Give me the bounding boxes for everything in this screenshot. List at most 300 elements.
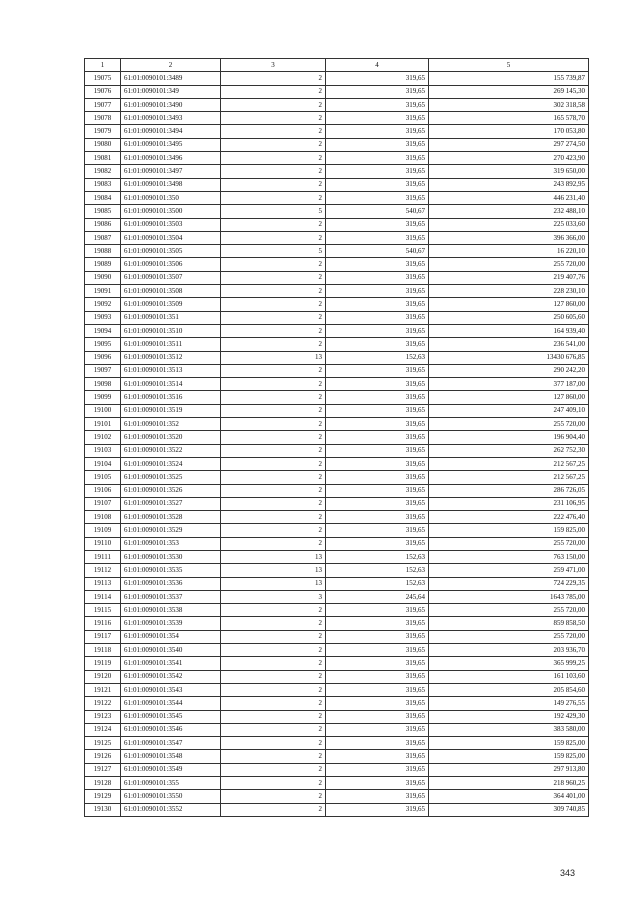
table-cell-col-1: 19112: [85, 564, 121, 577]
table-cell-col-1: 19113: [85, 577, 121, 590]
table-row: [85, 72, 589, 85]
table-cell-col-1: 19096: [85, 351, 121, 364]
table-cell-col-5: 270 423,90: [429, 152, 589, 165]
column-header-2: 2: [121, 59, 221, 72]
table-cell-col-1: 19088: [85, 245, 121, 258]
table-cell-col-4: 319,65: [326, 191, 429, 204]
table-cell-col-1: 19110: [85, 537, 121, 550]
table-row: [85, 803, 589, 816]
table-cell-col-2: 61:01:0090101:3544: [121, 697, 221, 710]
table-cell-col-4: 319,65: [326, 112, 429, 125]
table-cell-col-3: 2: [221, 298, 326, 311]
table-cell-col-2: 61:01:0090101:353: [121, 537, 221, 550]
table-cell-col-2: 61:01:0090101:3535: [121, 564, 221, 577]
table-cell-col-4: 319,65: [326, 218, 429, 231]
table-cell-col-4: 319,65: [326, 125, 429, 138]
table-cell-col-5: 255 720,00: [429, 418, 589, 431]
table-cell-col-3: 2: [221, 790, 326, 803]
table-cell-col-4: 319,65: [326, 790, 429, 803]
table-cell-col-4: 319,65: [326, 152, 429, 165]
table-cell-col-2: 61:01:0090101:3507: [121, 271, 221, 284]
table-cell-col-2: 61:01:0090101:3519: [121, 404, 221, 417]
table-cell-col-3: 2: [221, 723, 326, 736]
table-cell-col-2: 61:01:0090101:351: [121, 311, 221, 324]
table-cell-col-4: 319,65: [326, 391, 429, 404]
table-cell-col-3: 13: [221, 577, 326, 590]
table-cell-col-1: 19105: [85, 471, 121, 484]
table-row: [85, 670, 589, 683]
table-cell-col-1: 19083: [85, 178, 121, 191]
table-cell-col-4: 319,65: [326, 138, 429, 151]
table-cell-col-1: 19124: [85, 723, 121, 736]
table-cell-col-4: 319,65: [326, 298, 429, 311]
table-cell-col-3: 2: [221, 444, 326, 457]
table-row: [85, 351, 589, 364]
table-row: [85, 258, 589, 271]
table-cell-col-4: 319,65: [326, 537, 429, 550]
table-cell-col-4: 319,65: [326, 444, 429, 457]
table-cell-col-5: 269 145,30: [429, 85, 589, 98]
table-cell-col-3: 2: [221, 803, 326, 816]
table-row: [85, 178, 589, 191]
table-cell-col-2: 61:01:0090101:354: [121, 630, 221, 643]
table-cell-col-2: 61:01:0090101:3490: [121, 98, 221, 111]
table-cell-col-3: 2: [221, 418, 326, 431]
table-cell-col-5: 155 739,87: [429, 72, 589, 85]
table-cell-col-5: 247 409,10: [429, 404, 589, 417]
table-cell-col-5: 383 580,00: [429, 723, 589, 736]
table-row: [85, 391, 589, 404]
table-cell-col-3: 2: [221, 537, 326, 550]
table-cell-col-3: 3: [221, 590, 326, 603]
table-row: [85, 125, 589, 138]
table-cell-col-3: 2: [221, 72, 326, 85]
table-cell-col-5: 16 220,10: [429, 245, 589, 258]
table-cell-col-1: 19078: [85, 112, 121, 125]
table-cell-col-3: 2: [221, 750, 326, 763]
table-cell-col-1: 19120: [85, 670, 121, 683]
table-cell-col-2: 61:01:0090101:3514: [121, 378, 221, 391]
table-row: [85, 98, 589, 111]
table-cell-col-5: 255 720,00: [429, 630, 589, 643]
table-cell-col-5: 262 752,30: [429, 444, 589, 457]
table-cell-col-1: 19085: [85, 205, 121, 218]
table-row: [85, 444, 589, 457]
table-body: [85, 72, 589, 817]
table-cell-col-3: 2: [221, 484, 326, 497]
table-cell-col-5: 161 103,60: [429, 670, 589, 683]
table-cell-col-2: 61:01:0090101:349: [121, 85, 221, 98]
table-cell-col-3: 2: [221, 125, 326, 138]
table-row: [85, 457, 589, 470]
table-cell-col-2: 61:01:0090101:3498: [121, 178, 221, 191]
table-cell-col-5: 255 720,00: [429, 537, 589, 550]
table-row: [85, 404, 589, 417]
table-cell-col-1: 19086: [85, 218, 121, 231]
table-cell-col-4: 152,63: [326, 564, 429, 577]
table-cell-col-2: 61:01:0090101:3543: [121, 683, 221, 696]
table-cell-col-4: 319,65: [326, 457, 429, 470]
table-cell-col-2: 61:01:0090101:352: [121, 418, 221, 431]
table-cell-col-2: 61:01:0090101:3503: [121, 218, 221, 231]
table-cell-col-4: 319,65: [326, 710, 429, 723]
table-row: [85, 231, 589, 244]
table-cell-col-1: 19129: [85, 790, 121, 803]
table-cell-col-1: 19084: [85, 191, 121, 204]
table-cell-col-5: 203 936,70: [429, 644, 589, 657]
table-cell-col-1: 19082: [85, 165, 121, 178]
table-row: [85, 85, 589, 98]
table-cell-col-3: 2: [221, 391, 326, 404]
table-cell-col-3: 2: [221, 737, 326, 750]
table-cell-col-3: 2: [221, 112, 326, 125]
table-cell-col-3: 2: [221, 657, 326, 670]
table-cell-col-4: 319,65: [326, 511, 429, 524]
table-cell-col-4: 319,65: [326, 683, 429, 696]
table-cell-col-3: 2: [221, 231, 326, 244]
table-cell-col-2: 61:01:0090101:3508: [121, 285, 221, 298]
table-cell-col-5: 297 274,50: [429, 138, 589, 151]
table-row: [85, 697, 589, 710]
table-cell-col-1: 19075: [85, 72, 121, 85]
table-cell-col-4: 319,65: [326, 750, 429, 763]
table-row: [85, 378, 589, 391]
table-cell-col-5: 231 106,95: [429, 497, 589, 510]
table-row: [85, 590, 589, 603]
table-cell-col-1: 19102: [85, 431, 121, 444]
table-cell-col-4: 319,65: [326, 98, 429, 111]
table-cell-col-2: 61:01:0090101:3525: [121, 471, 221, 484]
table-cell-col-1: 19111: [85, 550, 121, 563]
table-row: [85, 617, 589, 630]
table-row: [85, 790, 589, 803]
table-cell-col-4: 319,65: [326, 777, 429, 790]
table-cell-col-5: 159 825,00: [429, 750, 589, 763]
table-cell-col-1: 19094: [85, 324, 121, 337]
table-cell-col-5: 205 854,60: [429, 683, 589, 696]
table-cell-col-1: 19117: [85, 630, 121, 643]
table-cell-col-1: 19099: [85, 391, 121, 404]
table-cell-col-1: 19092: [85, 298, 121, 311]
table-cell-col-4: 319,65: [326, 723, 429, 736]
table-cell-col-1: 19095: [85, 338, 121, 351]
table-cell-col-5: 159 825,00: [429, 524, 589, 537]
table-cell-col-5: 196 904,40: [429, 431, 589, 444]
table-cell-col-5: 243 892,95: [429, 178, 589, 191]
table-row: [85, 577, 589, 590]
table-cell-col-5: 309 740,85: [429, 803, 589, 816]
table-cell-col-3: 2: [221, 218, 326, 231]
table-cell-col-2: 61:01:0090101:3516: [121, 391, 221, 404]
table-cell-col-3: 2: [221, 271, 326, 284]
table-cell-col-1: 19130: [85, 803, 121, 816]
table-cell-col-3: 2: [221, 604, 326, 617]
table-cell-col-4: 319,65: [326, 418, 429, 431]
table-cell-col-5: 255 720,00: [429, 604, 589, 617]
table-row: [85, 165, 589, 178]
table-row: [85, 750, 589, 763]
table-row: [85, 630, 589, 643]
table-cell-col-5: 225 033,60: [429, 218, 589, 231]
table-cell-col-5: 218 960,25: [429, 777, 589, 790]
table-cell-col-4: 319,65: [326, 644, 429, 657]
table-cell-col-3: 2: [221, 258, 326, 271]
table-cell-col-5: 222 476,40: [429, 511, 589, 524]
table-cell-col-2: 61:01:0090101:3505: [121, 245, 221, 258]
table-cell-col-4: 540,67: [326, 205, 429, 218]
table-cell-col-3: 2: [221, 457, 326, 470]
table-cell-col-3: 2: [221, 497, 326, 510]
table-cell-col-2: 61:01:0090101:3509: [121, 298, 221, 311]
table-cell-col-1: 19128: [85, 777, 121, 790]
table-cell-col-3: 2: [221, 138, 326, 151]
column-header-4: 4: [326, 59, 429, 72]
table-cell-col-1: 19104: [85, 457, 121, 470]
table-cell-col-3: 2: [221, 644, 326, 657]
table-cell-col-4: 319,65: [326, 364, 429, 377]
table-cell-col-3: 2: [221, 777, 326, 790]
table-cell-col-1: 19100: [85, 404, 121, 417]
table-cell-col-2: 61:01:0090101:3512: [121, 351, 221, 364]
table-cell-col-3: 2: [221, 338, 326, 351]
table-header-row: [85, 59, 589, 72]
table-cell-col-1: 19123: [85, 710, 121, 723]
table-cell-col-3: 2: [221, 683, 326, 696]
table-row: [85, 245, 589, 258]
table-cell-col-2: 61:01:0090101:3500: [121, 205, 221, 218]
table-cell-col-4: 319,65: [326, 497, 429, 510]
table-cell-col-1: 19081: [85, 152, 121, 165]
table-row: [85, 537, 589, 550]
table-cell-col-4: 319,65: [326, 737, 429, 750]
table-cell-col-2: 61:01:0090101:3506: [121, 258, 221, 271]
table-cell-col-4: 319,65: [326, 285, 429, 298]
table-cell-col-1: 19097: [85, 364, 121, 377]
table-cell-col-1: 19107: [85, 497, 121, 510]
table-cell-col-5: 232 488,10: [429, 205, 589, 218]
table-cell-col-4: 319,65: [326, 617, 429, 630]
table-cell-col-1: 19126: [85, 750, 121, 763]
table-row: [85, 737, 589, 750]
table-cell-col-4: 319,65: [326, 657, 429, 670]
table-cell-col-3: 2: [221, 364, 326, 377]
table-cell-col-5: 365 999,25: [429, 657, 589, 670]
table-row: [85, 644, 589, 657]
table-cell-col-1: 19093: [85, 311, 121, 324]
table-row: [85, 710, 589, 723]
table-cell-col-2: 61:01:0090101:3495: [121, 138, 221, 151]
table-row: [85, 511, 589, 524]
table-cell-col-5: 192 429,30: [429, 710, 589, 723]
table-cell-col-4: 319,65: [326, 604, 429, 617]
table-cell-col-2: 61:01:0090101:3493: [121, 112, 221, 125]
table-cell-col-1: 19090: [85, 271, 121, 284]
table-row: [85, 285, 589, 298]
table-cell-col-1: 19122: [85, 697, 121, 710]
table-row: [85, 138, 589, 151]
table-row: [85, 205, 589, 218]
table-cell-col-2: 61:01:0090101:355: [121, 777, 221, 790]
table-cell-col-4: 540,67: [326, 245, 429, 258]
data-table: [84, 58, 589, 817]
table-cell-col-1: 19121: [85, 683, 121, 696]
table-cell-col-3: 2: [221, 285, 326, 298]
table-cell-col-4: 319,65: [326, 85, 429, 98]
table-cell-col-1: 19125: [85, 737, 121, 750]
table-cell-col-2: 61:01:0090101:3522: [121, 444, 221, 457]
table-cell-col-5: 319 650,00: [429, 165, 589, 178]
table-cell-col-2: 61:01:0090101:3542: [121, 670, 221, 683]
table-row: [85, 604, 589, 617]
table-cell-col-2: 61:01:0090101:350: [121, 191, 221, 204]
table-cell-col-2: 61:01:0090101:3529: [121, 524, 221, 537]
table-row: [85, 271, 589, 284]
table-cell-col-4: 319,65: [326, 763, 429, 776]
table-cell-col-4: 319,65: [326, 630, 429, 643]
table-row: [85, 298, 589, 311]
table-cell-col-5: 302 318,58: [429, 98, 589, 111]
table-cell-col-4: 319,65: [326, 378, 429, 391]
table-cell-col-1: 19098: [85, 378, 121, 391]
table-cell-col-2: 61:01:0090101:3550: [121, 790, 221, 803]
table-cell-col-1: 19079: [85, 125, 121, 138]
table-row: [85, 657, 589, 670]
table-cell-col-3: 2: [221, 178, 326, 191]
table-cell-col-4: 319,65: [326, 324, 429, 337]
table-cell-col-2: 61:01:0090101:3546: [121, 723, 221, 736]
table-cell-col-5: 364 401,00: [429, 790, 589, 803]
table-cell-col-4: 319,65: [326, 72, 429, 85]
page-number: 343: [560, 868, 576, 878]
table-cell-col-1: 19077: [85, 98, 121, 111]
table-cell-col-3: 5: [221, 245, 326, 258]
table-cell-col-4: 319,65: [326, 338, 429, 351]
table-row: [85, 524, 589, 537]
table-cell-col-5: 149 276,55: [429, 697, 589, 710]
table-cell-col-2: 61:01:0090101:3504: [121, 231, 221, 244]
table-cell-col-4: 319,65: [326, 311, 429, 324]
table-cell-col-4: 319,65: [326, 231, 429, 244]
table-row: [85, 763, 589, 776]
table-row: [85, 431, 589, 444]
table-cell-col-1: 19103: [85, 444, 121, 457]
table-cell-col-2: 61:01:0090101:3527: [121, 497, 221, 510]
table-cell-col-3: 13: [221, 550, 326, 563]
table-cell-col-4: 152,63: [326, 351, 429, 364]
table-cell-col-2: 61:01:0090101:3540: [121, 644, 221, 657]
table-cell-col-5: 1643 785,00: [429, 590, 589, 603]
table-cell-col-1: 19087: [85, 231, 121, 244]
table-row: [85, 364, 589, 377]
table-cell-col-5: 446 231,40: [429, 191, 589, 204]
table-cell-col-2: 61:01:0090101:3530: [121, 550, 221, 563]
table-cell-col-5: 859 858,50: [429, 617, 589, 630]
table-cell-col-5: 212 567,25: [429, 457, 589, 470]
table-cell-col-5: 286 726,05: [429, 484, 589, 497]
table-row: [85, 338, 589, 351]
table-cell-col-5: 127 860,00: [429, 391, 589, 404]
table-row: [85, 191, 589, 204]
table-cell-col-3: 2: [221, 431, 326, 444]
table-cell-col-4: 319,65: [326, 404, 429, 417]
table-cell-col-2: 61:01:0090101:3538: [121, 604, 221, 617]
table-row: [85, 311, 589, 324]
table-cell-col-5: 724 229,35: [429, 577, 589, 590]
table-cell-col-1: 19080: [85, 138, 121, 151]
table-cell-col-1: 19127: [85, 763, 121, 776]
table-cell-col-2: 61:01:0090101:3494: [121, 125, 221, 138]
table-cell-col-5: 127 860,00: [429, 298, 589, 311]
table-cell-col-1: 19106: [85, 484, 121, 497]
table-cell-col-4: 245,64: [326, 590, 429, 603]
table-cell-col-2: 61:01:0090101:3536: [121, 577, 221, 590]
table-cell-col-1: 19114: [85, 590, 121, 603]
table-cell-col-5: 228 230,10: [429, 285, 589, 298]
table-cell-col-3: 2: [221, 404, 326, 417]
table-cell-col-1: 19109: [85, 524, 121, 537]
table-cell-col-5: 159 825,00: [429, 737, 589, 750]
table-row: [85, 497, 589, 510]
table-row: [85, 471, 589, 484]
table-row: [85, 683, 589, 696]
table-cell-col-5: 259 471,00: [429, 564, 589, 577]
table-cell-col-1: 19089: [85, 258, 121, 271]
column-header-5: 5: [429, 59, 589, 72]
table-cell-col-2: 61:01:0090101:3539: [121, 617, 221, 630]
table-cell-col-4: 319,65: [326, 431, 429, 444]
table-row: [85, 564, 589, 577]
table-cell-col-4: 319,65: [326, 697, 429, 710]
table-cell-col-3: 2: [221, 324, 326, 337]
table-cell-col-3: 2: [221, 152, 326, 165]
table-cell-col-2: 61:01:0090101:3520: [121, 431, 221, 444]
table-cell-col-2: 61:01:0090101:3489: [121, 72, 221, 85]
table-cell-col-2: 61:01:0090101:3510: [121, 324, 221, 337]
table-cell-col-2: 61:01:0090101:3496: [121, 152, 221, 165]
table-cell-col-5: 763 150,00: [429, 550, 589, 563]
table-cell-col-1: 19115: [85, 604, 121, 617]
table-cell-col-4: 319,65: [326, 803, 429, 816]
table-row: [85, 152, 589, 165]
table-row: [85, 112, 589, 125]
table-row: [85, 723, 589, 736]
table-cell-col-2: 61:01:0090101:3537: [121, 590, 221, 603]
table-cell-col-3: 2: [221, 763, 326, 776]
table-row: [85, 418, 589, 431]
table-cell-col-3: 2: [221, 630, 326, 643]
table-cell-col-1: 19119: [85, 657, 121, 670]
table-row: [85, 777, 589, 790]
table-cell-col-2: 61:01:0090101:3552: [121, 803, 221, 816]
table-row: [85, 550, 589, 563]
table-cell-col-2: 61:01:0090101:3526: [121, 484, 221, 497]
table-cell-col-3: 5: [221, 205, 326, 218]
table-cell-col-2: 61:01:0090101:3511: [121, 338, 221, 351]
table-cell-col-5: 13430 676,85: [429, 351, 589, 364]
table-cell-col-2: 61:01:0090101:3524: [121, 457, 221, 470]
table-cell-col-2: 61:01:0090101:3549: [121, 763, 221, 776]
table-cell-col-2: 61:01:0090101:3513: [121, 364, 221, 377]
table-cell-col-5: 165 578,70: [429, 112, 589, 125]
table-cell-col-4: 319,65: [326, 524, 429, 537]
table-cell-col-3: 2: [221, 191, 326, 204]
table-cell-col-4: 319,65: [326, 670, 429, 683]
table-cell-col-3: 13: [221, 351, 326, 364]
table-cell-col-1: 19101: [85, 418, 121, 431]
table-cell-col-2: 61:01:0090101:3541: [121, 657, 221, 670]
table-cell-col-3: 2: [221, 670, 326, 683]
table-cell-col-4: 319,65: [326, 178, 429, 191]
